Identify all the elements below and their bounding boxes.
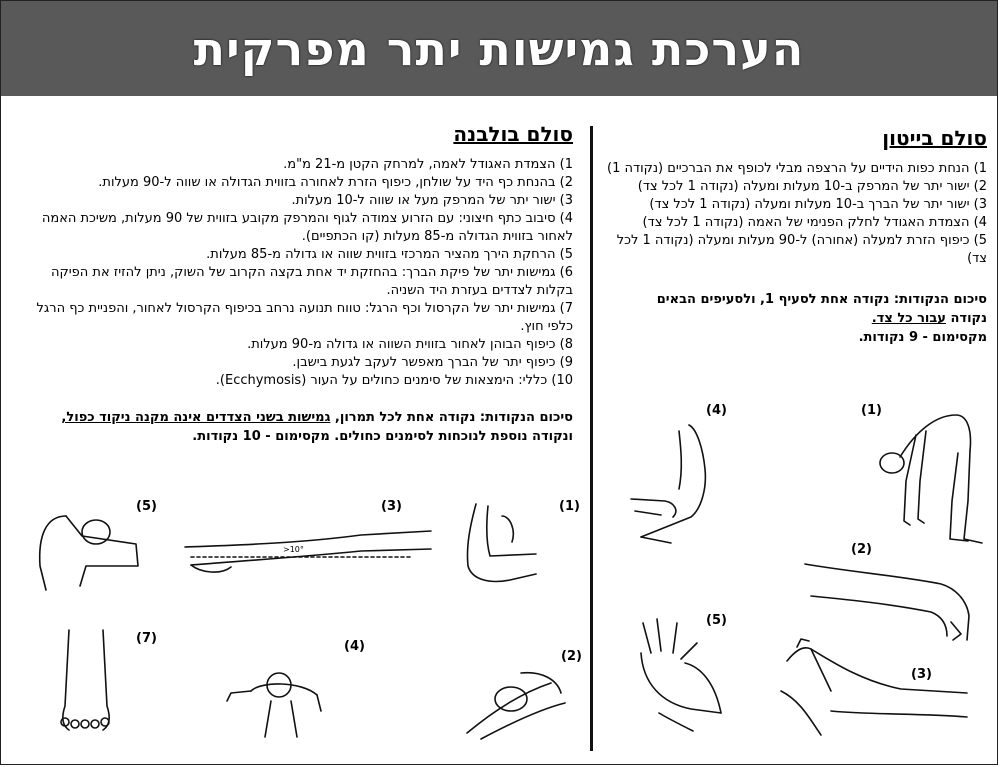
beighton-summary-text: נקודה [945,311,987,326]
beighton-list [602,160,987,268]
bulbena-fig-label-4: (4) [344,639,365,654]
finger-extension-illustration [621,613,741,733]
elbow-extension-bulbena-illustration [181,521,441,581]
beighton-heading: סולם בייטון [882,126,987,150]
bulbena-item: 9) כיפוף יתר של הברך מאפשר לעקב לגעת בישבן. [292,355,573,370]
bulbena-item: 4) סיבוב כתף חיצוני: עם הזרוע צמודה לגוף והמרפק מקובע בזווית של 90 מעלות, משיכת האמה לאחור בזווית הגדולה מ-85 מעלות (קו הכתפיים). [41,211,573,244]
bulbena-item: 10) כללי: הימצאות של סימנים כחולים על העור (Ecchymosis). [215,373,573,388]
bulbena-summary [13,408,573,446]
bulbena-fig-label-3: (3) [381,499,402,514]
angle-label: >10° [283,545,304,554]
header-banner [1,1,997,96]
beighton-item: 1) הנחת כפות הידיים על הרצפה מבלי לכופף את הברכיים (נקודה 1) [606,161,987,176]
bulbena-fig-label-7: (7) [136,631,157,646]
beighton-fig-label-5: (5) [706,613,727,628]
bulbena-summary-underlined: גמישות בשני הצדדים אינה מקנה ניקוד כפול, [61,410,331,425]
bulbena-item: 5) הרחקת הירך מהציר המרכזי בזווית שווה או גדולה מ-85 מעלות. [206,247,573,262]
beighton-item: 4) הצמדת האגודל לחלק הפנימי של האמה (נקודה 1 לכל צד) [642,215,987,230]
beighton-fig-label-3: (3) [911,667,932,682]
knee-hyperextension-illustration [771,631,971,741]
beighton-summary [602,290,987,347]
beighton-item: 5) כיפוף הזרת למעלה (אחורה) ל-90 מעלות ומעלה (נקודה 1 לכל צד) [616,233,987,266]
bulbena-item: 8) כיפוף הבוהן לאחור בזווית השווה או גדולה מ-90 מעלות. [247,337,573,352]
beighton-fig-label-2: (2) [851,542,872,557]
column-divider [590,126,593,751]
bulbena-list [13,156,573,390]
beighton-fig-label-4: (4) [706,403,727,418]
shoulder-rotation-illustration [221,651,341,741]
bulbena-item: 2) בהנחת כף היד על שולחן, כיפוף הזרת לאחורה בזווית הגדולה או שווה ל-90 מעלות. [98,175,573,190]
beighton-summary-line3: מקסימום - 9 נקודות. [858,330,987,345]
bulbena-section [13,116,573,446]
thumb-to-forearm-illustration [621,419,731,549]
page-title: הערכת גמישות יתר מפרקית [193,21,805,76]
ankle-foot-illustration [41,626,131,736]
beighton-section [602,116,987,347]
beighton-item: 3) ישור יתר של הברך ב-10 מעלות ומעלה (נקודה 1 לכל צד) [649,197,987,212]
bulbena-heading: סולם בולבנה [453,122,573,146]
thumb-forearm-bulbena-illustration [446,496,546,596]
patella-mobility-illustration [461,653,571,743]
forward-bend-illustration [856,401,986,551]
bulbena-item: 3) ישור יתר של המרפק מעל או שווה ל-10 מעלות. [291,193,573,208]
bulbena-fig-label-5: (5) [136,499,157,514]
bulbena-summary-line2: ונקודה נוספת לנוכחות לסימנים כחולים. מקסימום - 10 נקודות. [192,429,573,444]
bulbena-item: 6) גמישות יתר של פיקת הברך: בהחזקת יד אחת בקצה הקרוב של השוק, ניתן להזיז את הפיקה בקלות לצדדים בעזרת היד השניה. [51,265,573,298]
bulbena-item: 7) גמישות יתר של הקרסול וכף הרגל: טווח תנועה נרחב בכיפוף הקרסול לאחור, והפניית כף הרגל כלפי חוץ. [36,301,573,334]
beighton-fig-label-1: (1) [861,403,882,418]
hip-abduction-illustration [26,506,146,596]
beighton-summary-line2 [602,309,987,328]
beighton-summary-underlined: עבור כל צד. [871,311,946,326]
bulbena-item: 1) הצמדת האגודל לאמה, למרחק הקטן מ-21 מ"מ. [283,157,573,172]
beighton-item: 2) ישור יתר של המרפק ב-10 מעלות ומעלה (נקודה 1 לכל צד) [637,179,987,194]
bulbena-fig-label-1: (1) [559,499,580,514]
bulbena-summary-text: סיכום הנקודות: נקודה אחת לכל תמרון, [330,410,573,425]
bulbena-fig-label-2: (2) [561,649,582,664]
beighton-summary-line1: סיכום הנקודות: נקודה אחת לסעיף 1, ולסעיפים הבאים [656,292,987,307]
